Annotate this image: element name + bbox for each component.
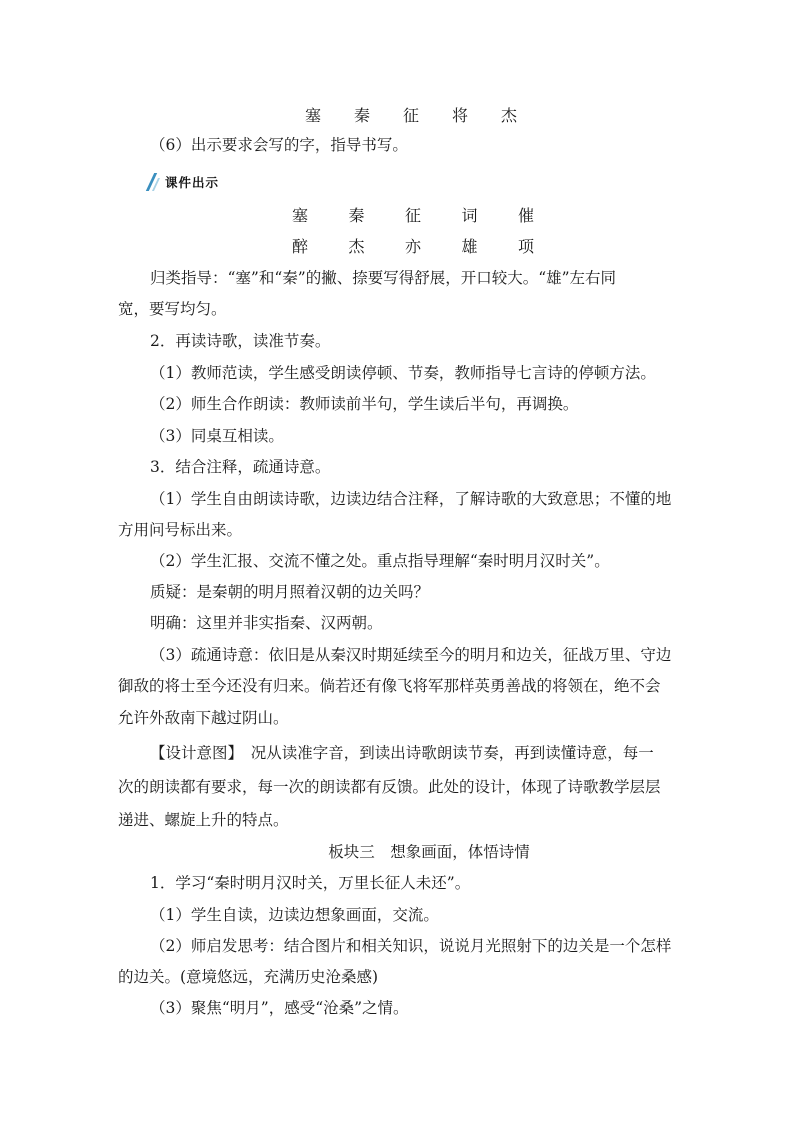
paragraph: 的边关。(意境悠远，充满历史沧桑感) <box>118 968 379 986</box>
paragraph: （3）聚焦“明月”，感受“沧桑”之情。 <box>150 999 409 1017</box>
paragraph: （3）疏通诗意：依旧是从秦汉时期延续至今的明月和边关，征战万里、守边 <box>150 646 672 664</box>
step-6: （6）出示要求会写的字，指导书写。 <box>150 136 408 154</box>
paragraph: 方用问号标出来。 <box>118 521 243 539</box>
char: 征 <box>404 206 421 225</box>
char: 杰 <box>348 237 365 256</box>
paragraph: 御敌的将士至今还没有归来。倘若还有像飞将军那样英勇善战的将领在，绝不会 <box>118 677 661 695</box>
section-heading: 板块三 想象画面，体悟诗情 <box>328 843 530 861</box>
paragraph: （3）同桌互相读。 <box>150 427 284 445</box>
char: 雄 <box>461 237 478 256</box>
courseware-row-1 <box>292 206 534 226</box>
paragraph: 允许外敌南下越过阴山。 <box>118 709 289 727</box>
paragraph: （1）学生自由朗读诗歌，边读边结合注释，了解诗歌的大致意思；不懂的地 <box>150 490 672 508</box>
paragraph: 1．学习“秦时明月汉时关，万里长征人未还”。 <box>150 874 471 892</box>
paragraph: 次的朗读都有要求，每一次的朗读都有反馈。此处的设计，体现了诗歌教学层层 <box>118 778 661 796</box>
char: 秦 <box>353 106 370 125</box>
char-row-top <box>305 106 517 126</box>
paragraph: （2）师启发思考：结合图片和相关知识，说说月光照射下的边关是一个怎样 <box>150 937 672 955</box>
char: 将 <box>451 106 468 125</box>
char: 催 <box>517 206 534 225</box>
paragraph: 2．再读诗歌，读准节奏。 <box>150 332 331 350</box>
paragraph: 明确：这里并非实指秦、汉两朝。 <box>150 614 383 632</box>
paragraph: 归类指导：“塞”和“秦”的撇、捺要写得舒展，开口较大。“雄”左右同 <box>150 269 617 287</box>
paragraph: 宽，要写均匀。 <box>118 300 227 318</box>
paragraph: （2）学生汇报、交流不懂之处。重点指导理解“秦时明月汉时关”。 <box>150 552 610 570</box>
courseware-label: 课件出示 <box>165 175 220 190</box>
char: 亦 <box>404 237 421 256</box>
design-intent: 【设计意图】 况从读准字音，到读出诗歌朗读节奏，再到读懂诗意，每一 <box>150 744 654 762</box>
courseware-badge <box>148 172 219 192</box>
paragraph: （1）教师范读，学生感受朗读停顿、节奏，教师指导七言诗的停顿方法。 <box>150 364 656 382</box>
char: 征 <box>402 106 419 125</box>
char: 杰 <box>500 106 517 125</box>
courseware-row-2 <box>292 237 534 257</box>
paragraph: 3．结合注释，疏通诗意。 <box>150 458 331 476</box>
char: 词 <box>461 206 478 225</box>
paragraph: （2）师生合作朗读：教师读前半句，学生读后半句，再调换。 <box>150 395 579 413</box>
slash-mark-icon <box>148 173 162 191</box>
paragraph: 递进、螺旋上升的特点。 <box>118 811 289 829</box>
char: 项 <box>517 237 534 256</box>
char: 醉 <box>292 237 309 256</box>
char: 塞 <box>292 206 309 225</box>
char: 秦 <box>348 206 365 225</box>
paragraph: 质疑：是秦朝的明月照着汉朝的边关吗？ <box>150 583 430 601</box>
paragraph: （1）学生自读，边读边想象画面，交流。 <box>150 906 439 924</box>
char: 塞 <box>305 106 322 125</box>
